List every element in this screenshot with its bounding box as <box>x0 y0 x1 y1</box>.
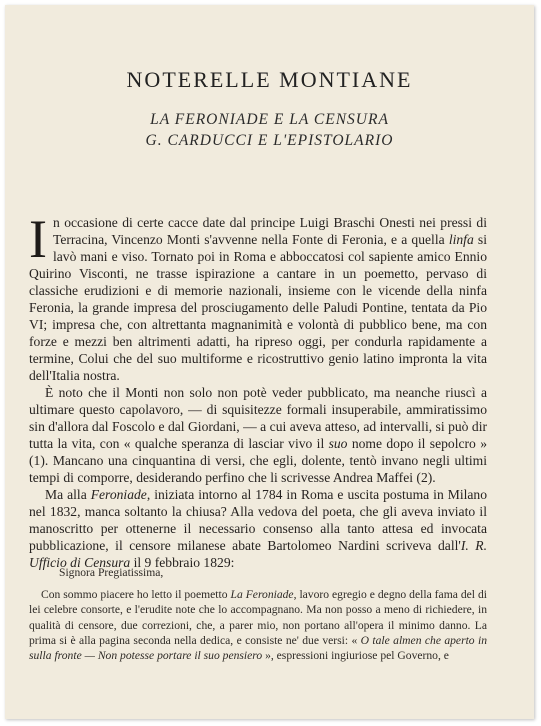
letter-salutation: Signora Pregiatissima, <box>59 566 164 579</box>
letter-text-c: », espressioni ingiuriose pel Governo, e <box>262 649 449 663</box>
article-body <box>29 209 488 571</box>
paragraph-2-text-b: nome dopo il sepolcro » (1). Mancano una cinquantina di versi, che egli, dolente, tentò invano negli ultimi tempi di comporre, desiderando perfino che li scrivesse Andrea Maffei (2). <box>29 436 487 485</box>
paragraph-2-italic: suo <box>328 436 348 451</box>
paragraph-1-text-b: si lavò mani e viso. Tornato poi in Roma e abboccatosi col sapiente amico Ennio Quirino Visconti, ne trasse ispirazione a cantare in un poemetto, pervaso di classiche erudizioni e di memorie nazionali, insieme con le vicende della ninfa Feronia, la grande impresa del prosciugamento delle Paludi Pontine, tentata da Pio VI; impresa che, con altrettanta magnanimità e volontà di pubblico bene, ma con forze e mezzi ben altrimenti adatti, ha ripreso oggi, per condurla rapidamente a termine, Colui che del suo multiforme e ricostruttivo genio latino impronta la vita dell'Italia nostra. <box>29 232 488 383</box>
book-page <box>5 5 534 719</box>
paragraph-1 <box>29 209 488 384</box>
paragraph-2 <box>29 384 487 486</box>
letter-italic-a: La Feroniade <box>230 588 294 602</box>
paragraph-3-text-b: , iniziata intorno al 1784 in Roma e uscita postuma in Milano nel 1832, manca soltanto la chiusa? Alla vedova del poeta, che gli aveva inviato il manoscritto per ottenerne il necessario consenso alla tanto attesa ed invocata pubblicazione, il censore milanese abate Bartolomeo Nardini scriveva dall' <box>29 487 487 553</box>
paragraph-3-text-a: Ma alla <box>45 487 91 502</box>
paragraph-2-text-a: È noto che il Monti non solo non potè veder pubblicato, ma neanche riuscì a ultimare questo capolavoro, — di squisitezze formali insuperabile, ammiratissimo sin d'allora dal Foscolo e dal Giordani, — a cui aveva atteso, ad intervalli, si può dir tutta la vita, con « qualche speranza di lasciar vivo il <box>29 385 487 451</box>
letter-text-a: Con sommo piacere ho letto il poemetto <box>41 588 231 602</box>
subtitle-line-2: G. CARDUCCI E L'EPISTOLARIO <box>145 132 394 149</box>
letter-paragraph <box>29 587 487 663</box>
paragraph-1-text-a: n occasione di certe cacce date dal principe Luigi Braschi Onesti nei pressi di Terracina, Vincenzo Monti s'avvenne nella Fonte di Feronia, e a quella <box>52 215 487 247</box>
drop-cap: I <box>29 209 47 269</box>
page-title: NOTERELLE MONTIANE <box>126 67 413 92</box>
paragraph-3-text-c: il 9 febbraio 1829: <box>130 555 235 570</box>
paragraph-3 <box>29 486 487 571</box>
paragraph-3-italic-b: I. R. Ufficio di Censura <box>29 538 487 570</box>
subtitle-line-1: LA FERONIADE E LA CENSURA <box>150 111 389 128</box>
letter-text-b: , lavoro egregio e degno della fama del di lei celebre consorte, e l'erudite note che lo accompagnano. Ma non posso a meno di richiedere, in qualità di censore, due correzioni, che, a parer mio, non portano all'opera il minimo danno. La prima si è alla pagina seconda nella dedica, e consiste ne' due versi: « <box>29 588 487 647</box>
paragraph-1-italic: linfa <box>448 232 474 247</box>
letter-italic-b: O tale almen che aperto in sulla fronte — Non potesse portare il suo pensiero <box>29 633 487 663</box>
quoted-letter <box>29 565 487 663</box>
paragraph-3-italic-a: Feroniade <box>90 487 147 502</box>
